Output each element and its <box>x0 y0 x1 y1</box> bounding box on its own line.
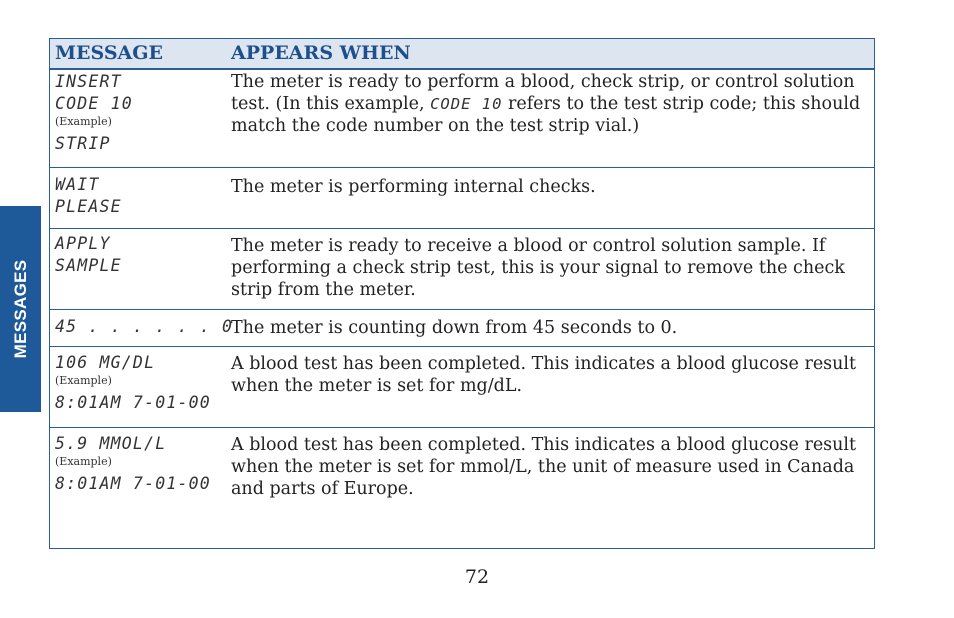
inline-lcd-code: CODE 10 <box>430 95 503 113</box>
row-description: The meter is performing internal checks. <box>231 177 596 197</box>
page-number: 72 <box>464 566 490 588</box>
lcd-line: APPLY <box>55 234 111 253</box>
row-description: The meter is counting down from 45 seconds to 0. <box>231 318 678 338</box>
lcd-line: STRIP <box>55 134 111 153</box>
row-description: The meter is ready to receive a blood or control solution sample. If performing a check strip test, this is your signal to remove the check strip from the meter. <box>231 236 845 300</box>
row-description: A blood test has been completed. This indicates a blood glucose result when the meter is set for mmol/L, the unit of measure used in Canada and parts of Europe. <box>231 435 857 499</box>
lcd-message <box>55 174 225 218</box>
lcd-message <box>55 316 234 338</box>
lcd-message <box>55 352 225 414</box>
desc-text: The meter is ready to perform a blood, check strip, or control solution test. (In this example, <box>231 72 855 114</box>
side-tab-label: MESSAGES <box>10 259 30 359</box>
lcd-line: 8:01AM 7-01-00 <box>55 393 211 412</box>
desc-text: refers to the test strip code; this should match the code number on the test strip vial.) <box>231 94 861 136</box>
lcd-line: 5.9 MMOL/L <box>55 434 167 453</box>
table-row <box>50 347 874 428</box>
row-description <box>231 71 861 137</box>
section-side-tab <box>0 206 41 412</box>
lcd-line: SAMPLE <box>55 256 122 275</box>
header-message: MESSAGE <box>55 42 163 64</box>
lcd-message <box>55 71 225 155</box>
lcd-line: 45 . . . . . . 0 <box>55 317 234 336</box>
lcd-line: 8:01AM 7-01-00 <box>55 474 211 493</box>
lcd-message <box>55 233 225 277</box>
table-row <box>50 168 874 229</box>
example-note: (Example) <box>55 455 112 468</box>
messages-table <box>49 38 875 549</box>
lcd-message <box>55 433 225 495</box>
lcd-line: 106 MG/DL <box>55 353 156 372</box>
table-row <box>50 68 874 168</box>
row-description: A blood test has been completed. This indicates a blood glucose result when the meter is set for mg/dL. <box>231 354 857 396</box>
lcd-line: INSERT <box>55 72 122 91</box>
table-header <box>50 39 874 70</box>
header-appears-when: APPEARS WHEN <box>231 42 411 64</box>
lcd-line: WAIT <box>55 175 100 194</box>
example-note: (Example) <box>55 374 112 387</box>
lcd-line: CODE 10 <box>55 94 133 113</box>
lcd-line: PLEASE <box>55 197 122 216</box>
table-row <box>50 428 874 548</box>
table-row <box>50 229 874 310</box>
example-note: (Example) <box>55 115 112 128</box>
table-row <box>50 310 874 347</box>
